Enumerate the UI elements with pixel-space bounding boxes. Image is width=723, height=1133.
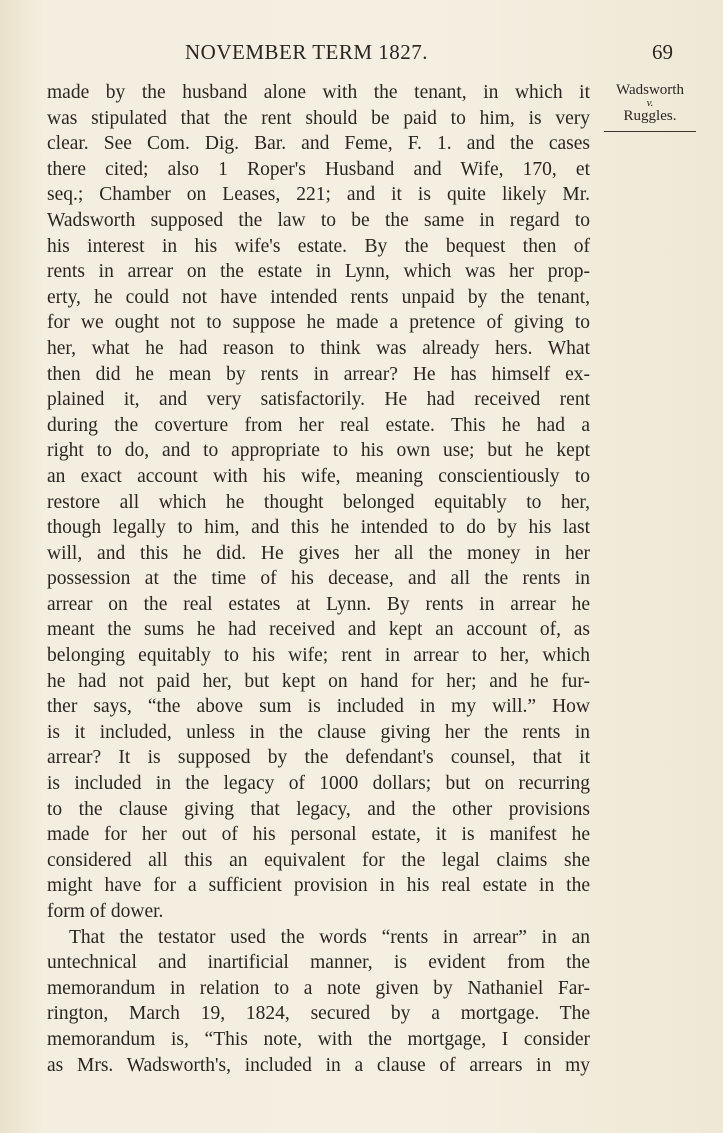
text-line: for we ought not to suppose he made a pretence of giving to — [47, 312, 590, 334]
text-line: might have for a sufficient provision in his real estate in the — [47, 875, 590, 897]
text-line: his interest in his wife's estate. By the bequest then of — [47, 235, 590, 257]
text-line: her, what he had reason to think was already hers. What — [47, 337, 590, 359]
text-line: Wadsworth supposed the law to be the same in regard to — [47, 209, 590, 231]
text-line: belonging equitably to his wife; rent in arrear to her, which — [47, 645, 590, 667]
text-line: memorandum is, “This note, with the mortgage, I consider — [47, 1028, 590, 1050]
paragraph-1 — [47, 80, 590, 925]
text-line: meant the sums he had received and kept an account of, as — [47, 619, 590, 641]
margin-note-versus: v. — [646, 97, 654, 109]
margin-note-defendant: Ruggles. — [623, 108, 677, 124]
text-line: possession at the time of his decease, and all the rents in — [47, 568, 590, 590]
margin-case-name — [600, 82, 700, 132]
text-line: arrear on the real estates at Lynn. By rents in arrear he — [47, 593, 590, 615]
text-line: made by the husband alone with the tenant, in which it — [47, 82, 590, 103]
text-line: right to do, and to appropriate to his own use; but he kept — [47, 440, 590, 462]
text-line: will, and this he did. He gives her all the money in her — [47, 542, 590, 564]
text-line: rington, March 19, 1824, secured by a mortgage. The — [47, 1003, 590, 1025]
text-line: then did he mean by rents in arrear? He has himself ex- — [47, 363, 590, 385]
text-line: seq.; Chamber on Leases, 221; and it is quite likely Mr. — [47, 184, 590, 206]
text-line: an exact account with his wife, meaning conscientiously to — [47, 465, 590, 487]
text-line: memorandum in relation to a note given by Nathaniel Far- — [47, 977, 590, 999]
text-line: form of dower. — [47, 901, 164, 922]
text-line: clear. See Com. Dig. Bar. and Feme, F. 1. and the cases — [47, 133, 590, 155]
text-line: though legally to him, and this he intended to do by his last — [47, 517, 590, 539]
text-line: as Mrs. Wadsworth's, included in a clause of arrears in my — [47, 1054, 590, 1076]
body-text — [47, 80, 590, 1078]
text-line: That the testator used the words “rents in arrear” in an — [69, 926, 590, 948]
text-line: he had not paid her, but kept on hand for her; and he fur- — [47, 670, 590, 692]
text-line: was stipulated that the rent should be paid to him, is very — [47, 107, 590, 129]
page-number: 69 — [652, 40, 673, 64]
text-line: made for her out of his personal estate, it is manifest he — [47, 824, 590, 846]
text-line: plained it, and very satisfactorily. He had received rent — [47, 389, 590, 411]
text-line: restore all which he thought belonged equitably to her, — [47, 491, 590, 513]
page-header — [0, 40, 723, 70]
text-line: ther says, “the above sum is included in my will.” How — [47, 696, 590, 718]
text-line: considered all this an equivalent for the legal claims she — [47, 849, 590, 871]
text-line: rents in arrear on the estate in Lynn, which was her prop- — [47, 261, 590, 283]
text-line: untechnical and inartificial manner, is evident from the — [47, 952, 590, 974]
margin-note-plaintiff: Wadsworth — [616, 82, 684, 98]
running-head: NOVEMBER TERM 1827. — [185, 40, 429, 64]
margin-note-rule — [604, 131, 696, 132]
text-line: to the clause giving that legacy, and the other provisions — [47, 798, 590, 820]
text-line: arrear? It is supposed by the defendant's counsel, that it — [47, 747, 590, 769]
paragraph-2 — [47, 925, 590, 1079]
text-line: is it included, unless in the clause giving her the rents in — [47, 721, 590, 743]
text-line: during the coverture from her real estate. This he had a — [47, 414, 590, 436]
text-line: is included in the legacy of 1000 dollars; but on recurring — [47, 773, 590, 795]
text-line: erty, he could not have intended rents unpaid by the tenant, — [47, 286, 590, 308]
text-line: there cited; also 1 Roper's Husband and Wife, 170, et — [47, 158, 590, 180]
